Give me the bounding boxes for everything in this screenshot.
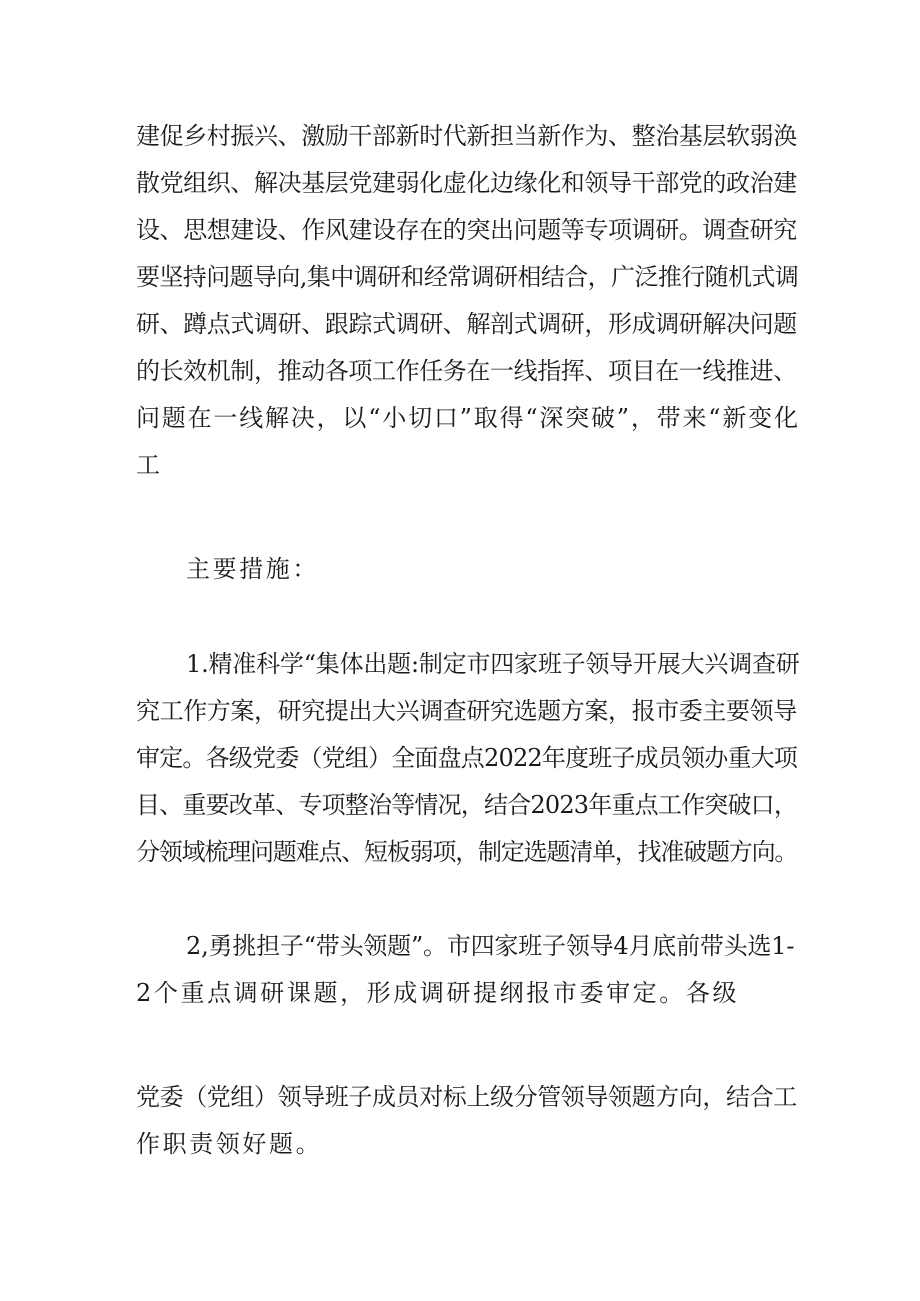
paragraph-1-line-2: 散党组织、解决基层党建弱化虚化边缘化和领导干部党的政治建 — [136, 169, 797, 197]
paragraph-1-line-5: 研、蹲点式调研、跟踪式调研、解剖式调研，形成调研解决问题 — [136, 310, 797, 338]
paragraph-2-line-5: 分领域梳理问题难点、短板弱项，制定选题清单，找准破题方向。 — [136, 838, 798, 866]
paragraph-2-line-2: 究工作方案，研究提出大兴调查研究选题方案，报市委主要领导 — [136, 697, 797, 725]
paragraph-1-line-1: 建促乡村振兴、激励干部新时代新担当新作为、整治基层软弱涣 — [136, 122, 797, 150]
paragraph-2-line-4: 目、重要改革、专项整治等情况，结合2023年重点工作突破口， — [136, 791, 798, 819]
paragraph-1-line-4: 要坚持问题导向,集中调研和经常调研相结合，广泛推行随机式调 — [136, 263, 799, 291]
paragraph-2-line-1: 1.精准科学“集体出题:制定市四家班子领导开展大兴调查研 — [186, 650, 800, 678]
section-heading: 主要措施： — [186, 555, 319, 583]
paragraph-2-line-3: 审定。各级党委（党组）全面盘点2022年度班子成员领办重大项 — [136, 744, 798, 772]
paragraph-1-line-6: 的长效机制，推动各项工作任务在一线指挥、项目在一线推进、 — [136, 357, 797, 385]
paragraph-3-line-2: 2个重点调研课题，形成调研提纲报市委审定。各级 — [136, 979, 740, 1007]
paragraph-1-line-3: 设、思想建设、作风建设存在的突出问题等专项调研。调查研究 — [136, 216, 797, 244]
paragraph-1-line-8: 工 — [136, 451, 163, 479]
paragraph-4-line-2: 作职责领好题。 — [136, 1130, 323, 1158]
paragraph-1-line-7: 问题在一线解决，以“小切口”取得“深突破”，带来“新变化 — [136, 404, 800, 432]
paragraph-3-line-1: 2,勇挑担子“带头领题”。市四家班子领导4月底前带头选1- — [186, 932, 795, 960]
paragraph-4-line-1: 党委（党组）领导班子成员对标上级分管领导领题方向，结合工 — [136, 1083, 797, 1111]
